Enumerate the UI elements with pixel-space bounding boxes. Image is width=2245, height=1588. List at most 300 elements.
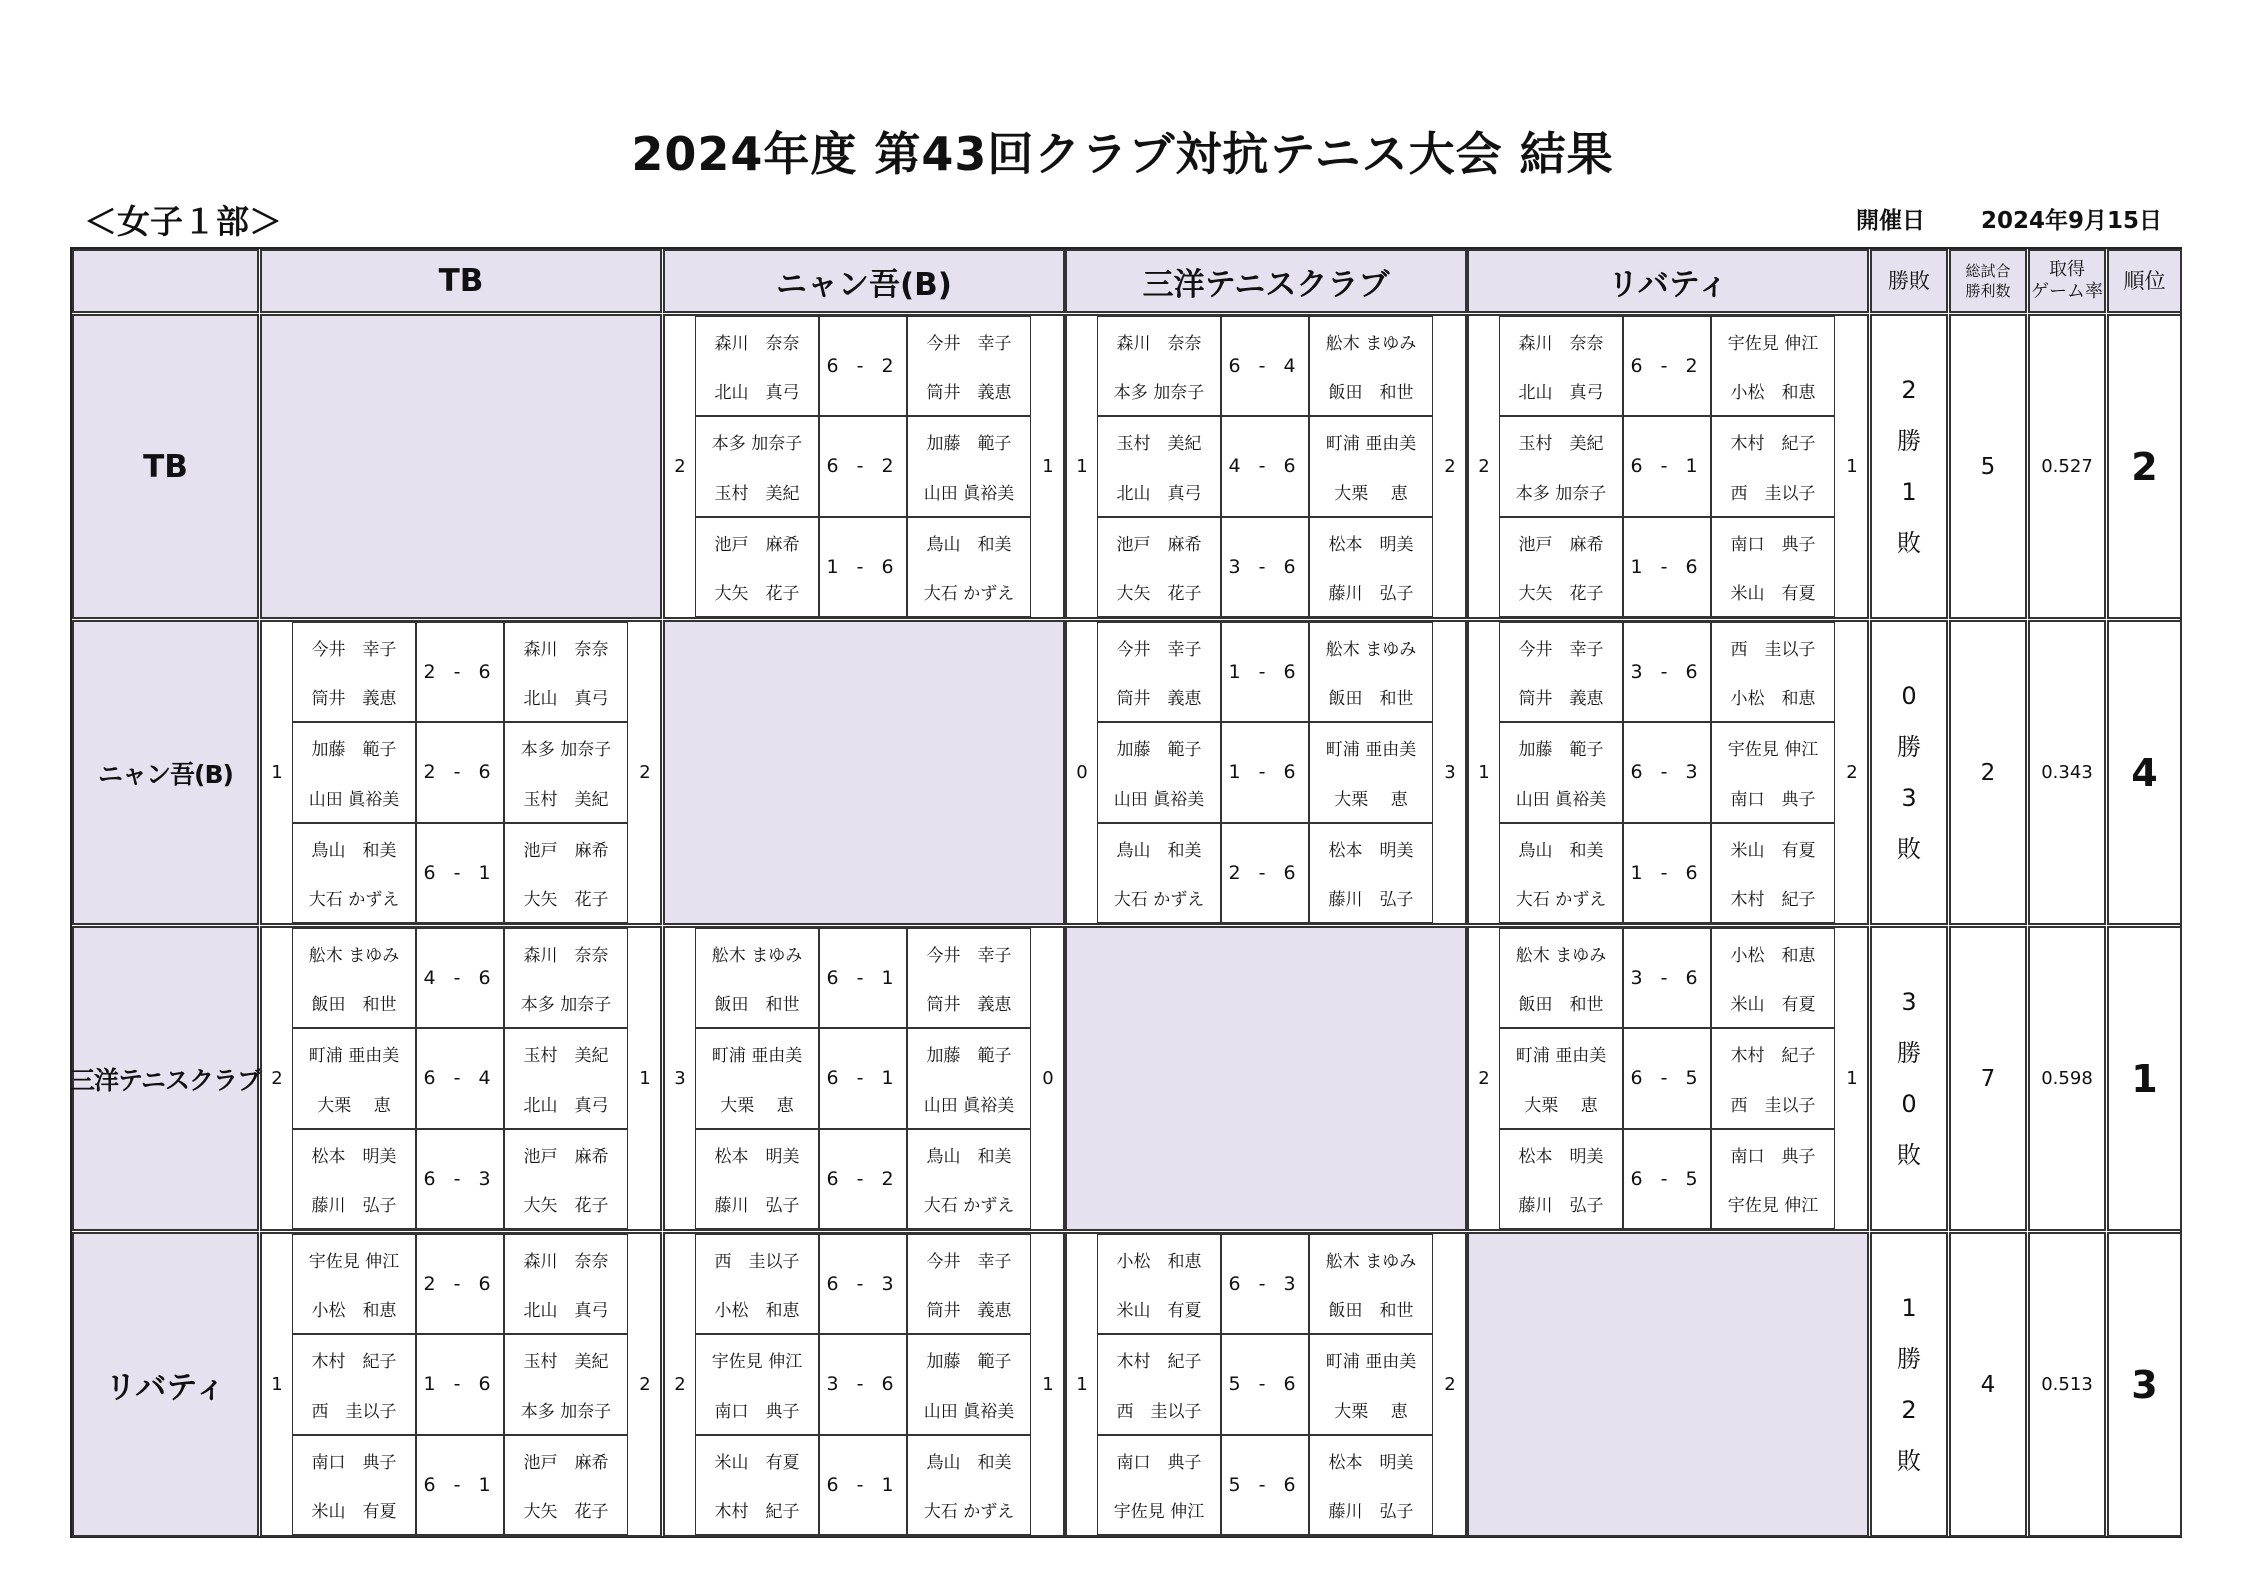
player-name: 池戸 麻希 [714, 534, 800, 555]
player-name: 舩木 まゆみ [1325, 1252, 1417, 1273]
record-box [1870, 620, 1948, 925]
game-score: 3 - 6 [1623, 928, 1711, 1028]
row-team-name: TB [72, 314, 259, 619]
game-score: 6 - 1 [1623, 416, 1711, 516]
player-name: 宇佐見 伸江 [1727, 334, 1819, 355]
player-name: 本多 加奈子 [520, 1401, 612, 1422]
total-wins: 7 [1949, 926, 2027, 1231]
player-name: 森川 奈奈 [1116, 334, 1202, 355]
player-name: 山田 眞裕美 [923, 1095, 1015, 1116]
left-pair [1499, 928, 1623, 1028]
game-score: 6 - 4 [1221, 316, 1309, 416]
player-name: 玉村 美紀 [1518, 434, 1604, 455]
player-name: 飯田 和世 [311, 995, 397, 1016]
total-wins: 5 [1949, 314, 2027, 619]
player-name: 大栗 恵 [1524, 1095, 1598, 1116]
right-pair [504, 1334, 628, 1434]
player-name: 北山 真弓 [523, 689, 609, 710]
record-text: 0 [1901, 681, 1917, 710]
player-name: 南口 典子 [1116, 1452, 1202, 1473]
row-team-name: ニャン吾(B) [72, 620, 259, 925]
game-score: 3 - 6 [1623, 622, 1711, 722]
left-pair [292, 722, 416, 822]
left-team-points: 1 [271, 1374, 283, 1395]
left-pair [1499, 722, 1623, 822]
row-team-name: 三洋テニスクラブ [72, 926, 259, 1231]
left-pair [1499, 416, 1623, 516]
rank-value: 4 [2107, 620, 2182, 925]
game-rate: 0.527 [2028, 314, 2106, 619]
right-pair [907, 316, 1031, 416]
self-match-block [663, 620, 1065, 925]
right-pair [504, 1129, 628, 1229]
record-text: 2 [1901, 1395, 1917, 1424]
right-pair [1309, 823, 1433, 923]
date-value: 2024年9月15日 [1981, 208, 2163, 234]
right-pair [1711, 316, 1835, 416]
record-text: 3 [1901, 987, 1917, 1016]
player-name: 森川 奈奈 [523, 640, 609, 661]
rank-value: 1 [2107, 926, 2182, 1231]
left-pair [292, 1435, 416, 1535]
player-name: 今井 幸子 [926, 946, 1012, 967]
game-score: 6 - 5 [1623, 1028, 1711, 1128]
player-name: 北山 真弓 [523, 1095, 609, 1116]
player-name: 本多 加奈子 [520, 995, 612, 1016]
rank-value: 3 [2107, 1232, 2182, 1537]
right-pair [1309, 1435, 1433, 1535]
player-name: 飯田 和世 [1328, 689, 1414, 710]
left-pair [1097, 1234, 1221, 1334]
game-score: 6 - 2 [819, 416, 907, 516]
player-name: 町浦 亜由美 [1515, 1046, 1607, 1067]
game-score: 1 - 6 [1623, 823, 1711, 923]
right-pair [907, 1435, 1031, 1535]
player-name: 小松 和恵 [1116, 1252, 1202, 1273]
player-name: 飯田 和世 [1328, 1301, 1414, 1322]
player-name: 北山 真弓 [1518, 383, 1604, 404]
player-name: 加藤 範子 [926, 434, 1012, 455]
game-score: 6 - 4 [416, 1028, 504, 1128]
player-name: 西 圭以子 [714, 1252, 800, 1273]
left-pair [695, 1435, 819, 1535]
right-team-points: 1 [1042, 456, 1054, 477]
player-name: 宇佐見 伸江 [1727, 1195, 1819, 1216]
right-pair [907, 416, 1031, 516]
game-score: 6 - 1 [819, 1028, 907, 1128]
right-team-points: 2 [1846, 762, 1858, 783]
right-team-points: 2 [639, 762, 651, 783]
left-pair [1499, 823, 1623, 923]
player-name: 米山 有夏 [1730, 583, 1816, 604]
right-pair [504, 622, 628, 722]
game-score: 4 - 6 [416, 928, 504, 1028]
game-score: 2 - 6 [416, 1234, 504, 1334]
right-pair [907, 517, 1031, 617]
player-name: 鳥山 和美 [926, 1146, 1012, 1167]
right-team-points: 2 [639, 1374, 651, 1395]
player-name: 山田 眞裕美 [308, 789, 400, 810]
player-name: 藤川 弘子 [1328, 889, 1414, 910]
player-name: 藤川 弘子 [1518, 1195, 1604, 1216]
record-text: 勝 [1897, 1344, 1921, 1373]
header-rate [2028, 249, 2106, 313]
left-pair [1097, 1435, 1221, 1535]
player-name: 鳥山 和美 [926, 1452, 1012, 1473]
player-name: 西 圭以子 [1730, 1095, 1816, 1116]
player-name: 小松 和恵 [714, 1301, 800, 1322]
left-pair [292, 1234, 416, 1334]
record-text: 敗 [1897, 834, 1921, 863]
player-name: 大石 かずえ [308, 889, 400, 910]
left-pair [1097, 316, 1221, 416]
record-text: 勝 [1897, 1038, 1921, 1067]
player-name: 加藤 範子 [1116, 740, 1202, 761]
right-team-points: 2 [1444, 1374, 1456, 1395]
right-pair [1711, 823, 1835, 923]
right-pair [1309, 622, 1433, 722]
player-name: 松本 明美 [1328, 840, 1414, 861]
player-name: 森川 奈奈 [523, 946, 609, 967]
right-pair [504, 823, 628, 923]
player-name: 木村 紀子 [1116, 1352, 1202, 1373]
right-pair [1711, 517, 1835, 617]
player-name: 飯田 和世 [1328, 383, 1414, 404]
player-name: 加藤 範子 [926, 1046, 1012, 1067]
right-pair [1711, 1129, 1835, 1229]
left-team-points: 1 [1478, 762, 1490, 783]
record-box [1870, 926, 1948, 1231]
left-pair [1097, 1334, 1221, 1434]
player-name: 舩木 まゆみ [711, 946, 803, 967]
right-pair [1309, 722, 1433, 822]
left-pair [695, 1334, 819, 1434]
left-pair [1097, 823, 1221, 923]
right-pair [504, 1234, 628, 1334]
date-label: 開催日 [1856, 208, 1925, 234]
player-name: 舩木 まゆみ [1325, 334, 1417, 355]
game-score: 2 - 6 [416, 622, 504, 722]
player-name: 池戸 麻希 [523, 840, 609, 861]
player-name: 小松 和恵 [311, 1301, 397, 1322]
player-name: 松本 明美 [311, 1146, 397, 1167]
game-score: 3 - 6 [1221, 517, 1309, 617]
left-pair [292, 1129, 416, 1229]
player-name: 大石 かずえ [923, 1501, 1015, 1522]
left-pair [1499, 1129, 1623, 1229]
player-name: 山田 眞裕美 [1515, 789, 1607, 810]
right-team-points: 0 [1042, 1068, 1054, 1089]
player-name: 筒井 義恵 [926, 1301, 1012, 1322]
right-team-points: 2 [1444, 456, 1456, 477]
player-name: 玉村 美紀 [523, 789, 609, 810]
game-score: 4 - 6 [1221, 416, 1309, 516]
player-name: 大栗 恵 [317, 1095, 391, 1116]
player-name: 舩木 まゆみ [1325, 640, 1417, 661]
player-name: 加藤 範子 [926, 1352, 1012, 1373]
left-pair [1499, 1028, 1623, 1128]
player-name: 山田 眞裕美 [1113, 789, 1205, 810]
game-score: 6 - 1 [819, 928, 907, 1028]
player-name: 藤川 弘子 [1328, 583, 1414, 604]
left-pair [292, 1334, 416, 1434]
game-score: 1 - 6 [819, 517, 907, 617]
player-name: 大栗 恵 [720, 1095, 794, 1116]
player-name: 加藤 範子 [311, 740, 397, 761]
player-name: 町浦 亜由美 [308, 1046, 400, 1067]
right-pair [1309, 1234, 1433, 1334]
record-text: 2 [1901, 375, 1917, 404]
right-pair [1711, 1028, 1835, 1128]
player-name: 藤川 弘子 [714, 1195, 800, 1216]
player-name: 米山 有夏 [311, 1501, 397, 1522]
player-name: 町浦 亜由美 [1325, 434, 1417, 455]
player-name: 西 圭以子 [1730, 640, 1816, 661]
right-team-points: 1 [1846, 456, 1858, 477]
game-score: 6 - 1 [819, 1435, 907, 1535]
player-name: 町浦 亜由美 [711, 1046, 803, 1067]
left-pair [292, 622, 416, 722]
player-name: 森川 奈奈 [523, 1252, 609, 1273]
player-name: 南口 典子 [714, 1401, 800, 1422]
game-score: 6 - 3 [1623, 722, 1711, 822]
left-pair [1097, 722, 1221, 822]
record-text: 0 [1901, 1089, 1917, 1118]
game-score: 6 - 3 [416, 1129, 504, 1229]
player-name: 木村 紀子 [311, 1352, 397, 1373]
header-team-1: ニャン吾(B) [663, 249, 1065, 313]
player-name: 大栗 恵 [1334, 789, 1408, 810]
self-match-block [1467, 1232, 1869, 1537]
player-name: 南口 典子 [1730, 534, 1816, 555]
left-team-points: 3 [674, 1068, 686, 1089]
header-wins [1949, 249, 2027, 313]
player-name: 藤川 弘子 [1328, 1501, 1414, 1522]
player-name: 鳥山 和美 [926, 534, 1012, 555]
player-name: 森川 奈奈 [714, 334, 800, 355]
player-name: 西 圭以子 [1116, 1401, 1202, 1422]
player-name: 今井 幸子 [311, 640, 397, 661]
right-team-points: 1 [639, 1068, 651, 1089]
right-pair [504, 1028, 628, 1128]
player-name: 松本 明美 [1328, 1452, 1414, 1473]
game-score: 6 - 3 [1221, 1234, 1309, 1334]
right-pair [1711, 722, 1835, 822]
record-text: 1 [1901, 477, 1917, 506]
player-name: 舩木 まゆみ [308, 946, 400, 967]
game-score: 6 - 1 [416, 823, 504, 923]
player-name: 大矢 花子 [523, 889, 609, 910]
header-team-3: リバティ [1467, 249, 1869, 313]
player-name: 今井 幸子 [1518, 640, 1604, 661]
player-name: 飯田 和世 [1518, 995, 1604, 1016]
game-score: 6 - 5 [1623, 1129, 1711, 1229]
game-score: 1 - 6 [416, 1334, 504, 1434]
record-box [1870, 314, 1948, 619]
right-pair [907, 1129, 1031, 1229]
header-record: 勝敗 [1870, 249, 1948, 313]
player-name: 西 圭以子 [311, 1401, 397, 1422]
left-pair [1499, 316, 1623, 416]
right-pair [907, 1234, 1031, 1334]
left-pair [695, 1028, 819, 1128]
left-pair [1499, 622, 1623, 722]
game-score: 1 - 6 [1623, 517, 1711, 617]
player-name: 木村 紀子 [1730, 889, 1816, 910]
game-score: 5 - 6 [1221, 1334, 1309, 1434]
player-name: 南口 典子 [1730, 1146, 1816, 1167]
left-pair [292, 928, 416, 1028]
left-pair [695, 1234, 819, 1334]
left-team-points: 2 [1478, 1068, 1490, 1089]
player-name: 大矢 花子 [523, 1501, 609, 1522]
results-table [70, 247, 2182, 1538]
left-pair [1097, 517, 1221, 617]
game-score: 6 - 2 [819, 316, 907, 416]
player-name: 米山 有夏 [1730, 840, 1816, 861]
player-name: 鳥山 和美 [1116, 840, 1202, 861]
player-name: 大栗 恵 [1334, 483, 1408, 504]
left-pair [292, 823, 416, 923]
game-rate: 0.598 [2028, 926, 2106, 1231]
record-text: 敗 [1897, 1140, 1921, 1169]
player-name: 舩木 まゆみ [1515, 946, 1607, 967]
right-pair [907, 1028, 1031, 1128]
record-text: 勝 [1897, 732, 1921, 761]
player-name: 藤川 弘子 [311, 1195, 397, 1216]
left-team-points: 2 [674, 1374, 686, 1395]
game-score: 6 - 3 [819, 1234, 907, 1334]
right-pair [1309, 316, 1433, 416]
player-name: 筒井 義恵 [926, 995, 1012, 1016]
right-pair [907, 928, 1031, 1028]
header-rate-line1: 取得 [2049, 259, 2085, 280]
game-rate: 0.343 [2028, 620, 2106, 925]
player-name: 町浦 亜由美 [1325, 740, 1417, 761]
player-name: 北山 真弓 [523, 1301, 609, 1322]
left-team-points: 0 [1076, 762, 1088, 783]
left-team-points: 2 [271, 1068, 283, 1089]
row-team-name: リバティ [72, 1232, 259, 1537]
player-name: 松本 明美 [1328, 534, 1414, 555]
header-wins-line2: 勝利数 [1965, 282, 2011, 300]
player-name: 大矢 花子 [523, 1195, 609, 1216]
left-pair [695, 517, 819, 617]
player-name: 松本 明美 [714, 1146, 800, 1167]
player-name: 本多 加奈子 [1515, 483, 1607, 504]
right-team-points: 1 [1042, 1374, 1054, 1395]
left-pair [695, 316, 819, 416]
player-name: 西 圭以子 [1730, 483, 1816, 504]
right-pair [1309, 416, 1433, 516]
player-name: 大石 かずえ [923, 1195, 1015, 1216]
player-name: 玉村 美紀 [523, 1352, 609, 1373]
left-pair [1499, 517, 1623, 617]
player-name: 本多 加奈子 [711, 434, 803, 455]
game-score: 1 - 6 [1221, 722, 1309, 822]
right-pair [1309, 1334, 1433, 1434]
player-name: 小松 和恵 [1730, 383, 1816, 404]
player-name: 宇佐見 伸江 [1727, 740, 1819, 761]
record-text: 敗 [1897, 528, 1921, 557]
player-name: 小松 和恵 [1730, 689, 1816, 710]
player-name: 筒井 義恵 [311, 689, 397, 710]
player-name: 宇佐見 伸江 [711, 1352, 803, 1373]
header-rate-line2: ゲーム率 [2031, 281, 2103, 302]
player-name: 筒井 義恵 [1518, 689, 1604, 710]
player-name: 宇佐見 伸江 [1113, 1501, 1205, 1522]
right-team-points: 3 [1444, 762, 1456, 783]
division-label: ＜女子１部＞ [84, 202, 282, 241]
game-score: 6 - 2 [1623, 316, 1711, 416]
right-pair [504, 928, 628, 1028]
player-name: 飯田 和世 [714, 995, 800, 1016]
player-name: 池戸 麻希 [1116, 534, 1202, 555]
left-pair [695, 416, 819, 516]
record-text: 3 [1901, 783, 1917, 812]
player-name: 筒井 義恵 [1116, 689, 1202, 710]
player-name: 町浦 亜由美 [1325, 1352, 1417, 1373]
self-match-block [1065, 926, 1467, 1231]
player-name: 大石 かずえ [1113, 889, 1205, 910]
game-score: 2 - 6 [1221, 823, 1309, 923]
player-name: 玉村 美紀 [714, 483, 800, 504]
player-name: 玉村 美紀 [1116, 434, 1202, 455]
player-name: 木村 紀子 [1730, 434, 1816, 455]
player-name: 米山 有夏 [1730, 995, 1816, 1016]
player-name: 大矢 花子 [1518, 583, 1604, 604]
player-name: 本多 加奈子 [1113, 383, 1205, 404]
left-team-points: 2 [674, 456, 686, 477]
right-pair [504, 1435, 628, 1535]
record-text: 勝 [1897, 426, 1921, 455]
player-name: 筒井 義恵 [926, 383, 1012, 404]
right-pair [1711, 622, 1835, 722]
player-name: 今井 幸子 [1116, 640, 1202, 661]
left-team-points: 2 [1478, 456, 1490, 477]
player-name: 北山 真弓 [714, 383, 800, 404]
left-pair [292, 1028, 416, 1128]
right-pair [504, 722, 628, 822]
player-name: 森川 奈奈 [1518, 334, 1604, 355]
player-name: 鳥山 和美 [311, 840, 397, 861]
game-score: 5 - 6 [1221, 1435, 1309, 1535]
header-team-2: 三洋テニスクラブ [1065, 249, 1467, 313]
player-name: 本多 加奈子 [520, 740, 612, 761]
header-team-0: TB [260, 249, 662, 313]
event-date [1856, 202, 2162, 235]
player-name: 大矢 花子 [1116, 583, 1202, 604]
player-name: 大矢 花子 [714, 583, 800, 604]
self-match-block [260, 314, 662, 619]
game-rate: 0.513 [2028, 1232, 2106, 1537]
right-pair [1711, 416, 1835, 516]
total-wins: 4 [1949, 1232, 2027, 1537]
left-pair [1097, 416, 1221, 516]
player-name: 宇佐見 伸江 [308, 1252, 400, 1273]
player-name: 池戸 麻希 [523, 1146, 609, 1167]
player-name: 南口 典子 [1730, 789, 1816, 810]
player-name: 加藤 範子 [1518, 740, 1604, 761]
record-text: 1 [1901, 1293, 1917, 1322]
header-corner [72, 249, 259, 313]
player-name: 木村 紀子 [714, 1501, 800, 1522]
rank-value: 2 [2107, 314, 2182, 619]
game-score: 6 - 1 [416, 1435, 504, 1535]
game-score: 6 - 2 [819, 1129, 907, 1229]
player-name: 鳥山 和美 [1518, 840, 1604, 861]
record-text: 敗 [1897, 1446, 1921, 1475]
